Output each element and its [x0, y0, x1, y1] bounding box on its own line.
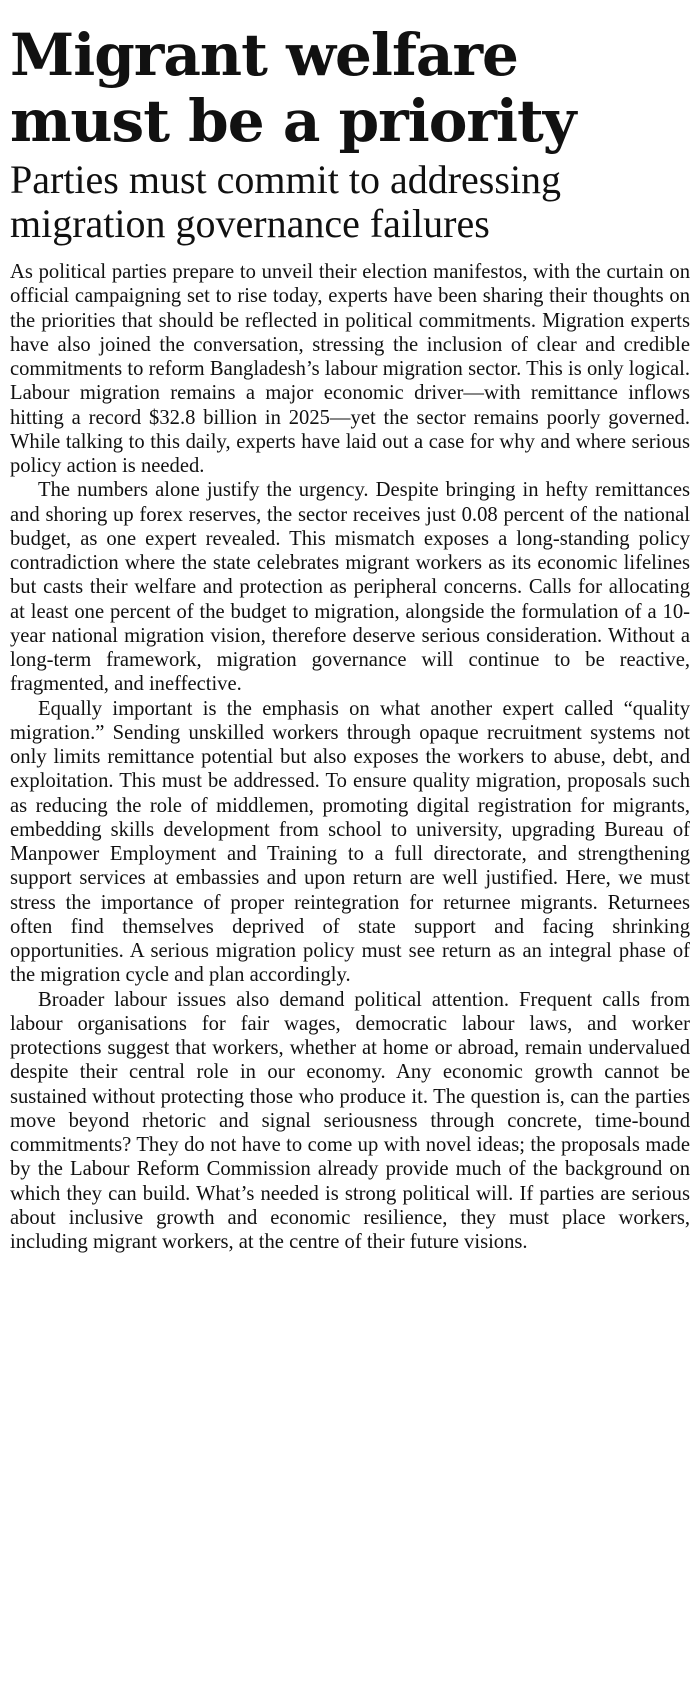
subheadline-line-1: Parties must commit to addressing [10, 157, 562, 202]
subheadline [10, 158, 690, 246]
article-body [10, 260, 690, 1254]
headline-line-1: Migrant welfare [10, 21, 518, 89]
body-paragraph-3: Equally important is the emphasis on what another expert called “quality migration.” Sending unskilled workers through opaque recruitment systems not only limits remittance potential but also exposes the workers to abuse, debt, and exploitation. This must be addressed. To ensure quality migration, proposals such as reducing the role of middlemen, promoting digital registration for migrants, embedding skills development from school to university, upgrading Bureau of Manpower Employment and Training to a full directorate, and strengthening support services at embassies and upon return are well justified. Here, we must stress the importance of proper reintegration for returnee migrants. Returnees often find themselves deprived of state support and facing shrinking opportunities. A serious migration policy must see return as an integral phase of the migration cycle and plan accordingly. [10, 697, 690, 987]
headline [10, 22, 690, 154]
body-paragraph-4: Broader labour issues also demand political attention. Frequent calls from labour organisations for fair wages, democratic labour laws, and worker protections suggest that workers, whether at home or abroad, remain undervalued despite their central role in our economy. Any economic growth cannot be sustained without protecting those who produce it. The question is, can the parties move beyond rhetoric and signal seriousness through concrete, time-bound commitments? They do not have to come up with novel ideas; the proposals made by the Labour Reform Commission already provide much of the background on which they can build. What’s needed is strong political will. If parties are serious about inclusive growth and economic resilience, they must place workers, including migrant workers, at the centre of their future visions. [10, 988, 690, 1253]
body-paragraph-2: The numbers alone justify the urgency. Despite bringing in hefty remittances and shoring up forex reserves, the sector receives just 0.08 percent of the national budget, as one expert revealed. This mismatch exposes a long-standing policy contradiction where the state celebrates migrant workers as its economic lifelines but casts their welfare and protection as peripheral concerns. Calls for allocating at least one percent of the budget to migration, alongside the formulation of a 10-year national migration vision, therefore deserve serious consideration. Without a long-term framework, migration governance will continue to be reactive, fragmented, and ineffective. [10, 479, 690, 696]
headline-line-2: must be a priority [10, 87, 576, 155]
body-paragraph-1: As political parties prepare to unveil their election manifestos, with the curtain on official campaigning set to rise today, experts have been sharing their thoughts on the priorities that should be reflected in political commitments. Migration experts have also joined the conversation, stressing the inclusion of clear and credible commitments to reform Bangladesh’s labour migration sector. This is only logical. Labour migration remains a major economic driver—with remittance inflows hitting a record $32.8 billion in 2025—yet the sector remains poorly governed. While talking to this daily, experts have laid out a case for why and where serious policy action is needed. [10, 261, 690, 477]
subheadline-line-2: migration governance failures [10, 201, 490, 246]
